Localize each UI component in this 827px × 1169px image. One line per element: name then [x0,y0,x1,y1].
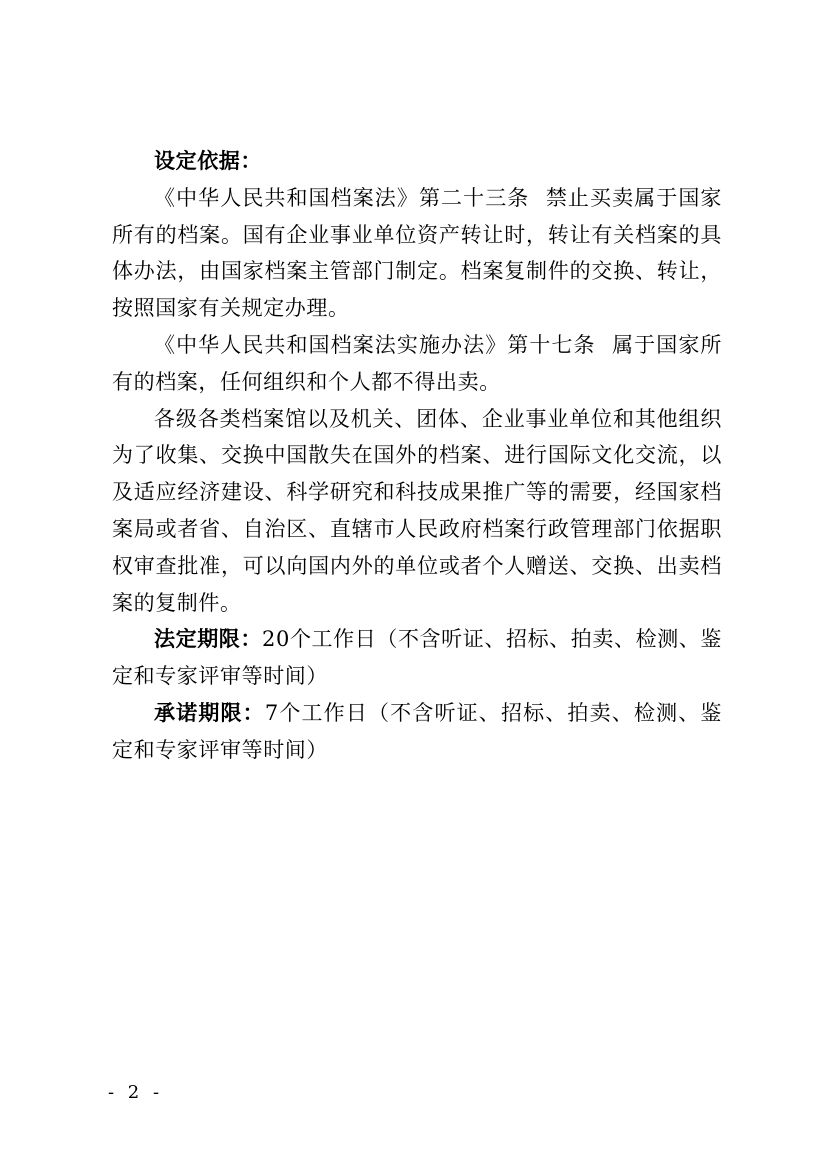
implementation-measures-article-title: 《中华人民共和国档案法实施办法》第十七条 [154,332,596,357]
exchange-copies-text: 各级各类档案馆以及机关、团体、企业事业单位和其他组织为了收集、交换中国散失在国外的档案、进行国际文化交流，以及适应经济建设、科学研究和科技成果推广等的需要，经国家档案局或者省、自治区、直辖市人民政府档案行政管理部门依据职权审查批准，可以向国内外的单位或者个人赠送、交换、出卖档案的复制件。 [112,406,722,615]
basis-heading: 设定依据： [154,148,262,173]
legal-period-label: 法定期限： [154,626,263,652]
implementation-measures-paragraph [112,327,722,401]
archives-law-article-text: 禁止买卖属于国家所有的档案。国有企业事业单位资产转让时，转让有关档案的具体办法，由国家档案主管部门制定。档案复制件的交换、转让，按照国家有关规定办理。 [112,185,722,321]
promised-period-label: 承诺期限： [154,699,265,725]
archives-law-article-title: 《中华人民共和国档案法》第二十三条 [154,185,530,210]
exchange-copies-paragraph [112,401,722,622]
legal-period-value: 20个工作日（不含听证、招标、拍卖、检测、鉴定和专家评审等时间） [112,627,722,689]
implementation-measures-article-text: 属于国家所有的档案，任何组织和个人都不得出卖。 [112,332,723,394]
promised-period-paragraph [112,695,722,769]
page-number: - 2 - [108,1082,164,1103]
basis-heading-line [112,143,722,180]
archives-law-paragraph [112,180,722,327]
document-body [112,143,722,769]
promised-period-value: 7个工作日（不含听证、招标、拍卖、检测、鉴定和专家评审等时间） [112,700,722,762]
legal-period-paragraph [112,621,722,695]
